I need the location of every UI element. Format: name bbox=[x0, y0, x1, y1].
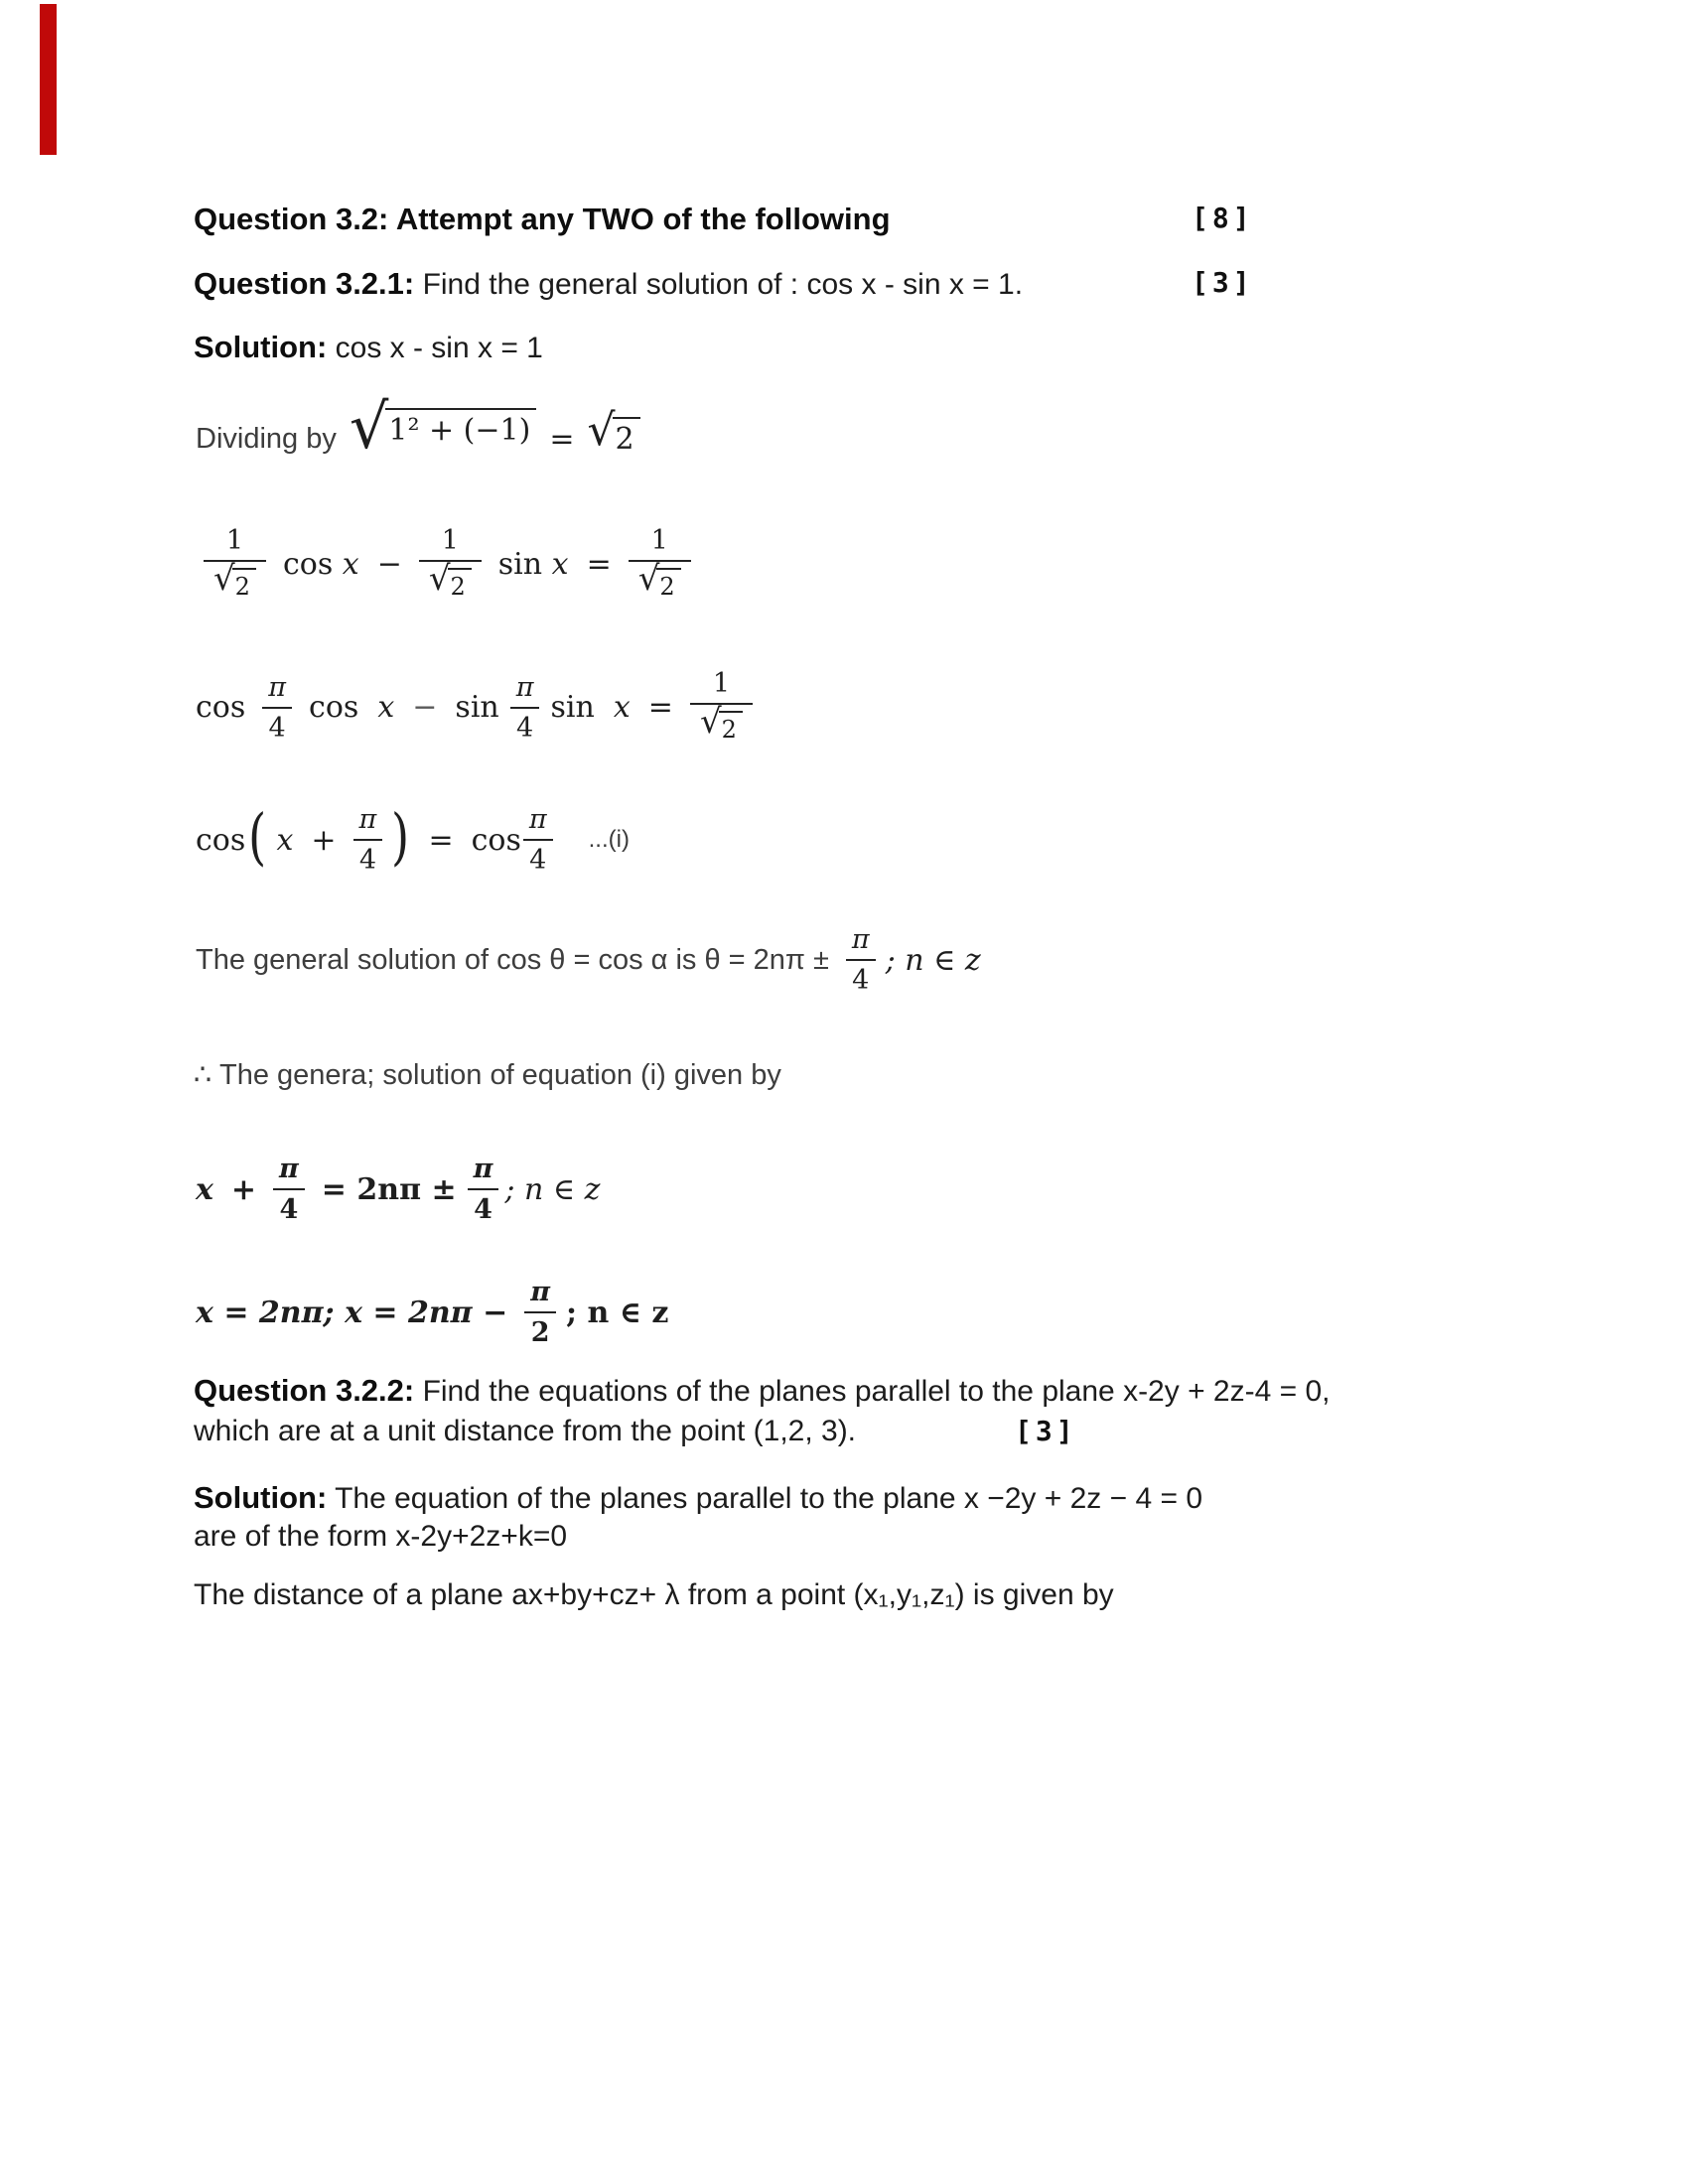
fraction-one-over-root2 bbox=[629, 524, 691, 602]
numerator: 1 bbox=[712, 668, 730, 699]
sin-term bbox=[498, 547, 569, 582]
numerator: 1 bbox=[650, 524, 668, 556]
radicand: 1² + (−1) bbox=[385, 408, 536, 449]
question-3-2-text: Attempt any TWO of the following bbox=[388, 202, 891, 236]
cos-fn: cos bbox=[196, 822, 246, 858]
variable-x: x bbox=[276, 822, 294, 858]
radical-sign-icon: √ bbox=[428, 558, 451, 599]
fraction-pi-over-2 bbox=[524, 1279, 556, 1346]
numerator-pi: π bbox=[530, 1277, 550, 1307]
cos-term bbox=[283, 547, 359, 582]
cos-fn: cos bbox=[309, 690, 359, 725]
denominator-4: 4 bbox=[353, 839, 383, 874]
numerator-pi: π bbox=[473, 1154, 493, 1184]
fraction-pi-over-4 bbox=[510, 671, 540, 744]
solution-label: Solution: bbox=[194, 1480, 328, 1515]
denominator bbox=[419, 560, 482, 602]
equals-sign: = bbox=[586, 546, 612, 582]
n-in-z-suffix: ; n ∈ z bbox=[504, 1171, 601, 1207]
equation-five bbox=[196, 1271, 677, 1354]
sin-fn: sin bbox=[455, 690, 499, 725]
fraction-one-over-root2 bbox=[690, 670, 753, 745]
radical-root-two bbox=[587, 405, 639, 461]
general-solution-line bbox=[196, 923, 990, 997]
radicand-two: 2 bbox=[448, 568, 472, 602]
equals-sign: = bbox=[428, 822, 454, 858]
denominator bbox=[629, 560, 691, 602]
fraction-pi-over-4 bbox=[353, 806, 383, 874]
variable-x: x bbox=[342, 546, 359, 582]
sin-term bbox=[550, 690, 630, 725]
fraction-pi-over-4 bbox=[523, 806, 553, 874]
denominator bbox=[204, 560, 266, 602]
plus-sign: + bbox=[311, 822, 337, 858]
numerator: 1 bbox=[225, 524, 244, 556]
numerator-pi: π bbox=[268, 671, 287, 703]
denominator-4: 4 bbox=[523, 839, 553, 874]
equation-three: cos ( x + $\frac{\pi}{4}$ ) = cos $\frac{\pi}{4}$ ...(i) bbox=[196, 800, 630, 876]
question-3-2-label: Question 3.2: bbox=[194, 202, 389, 236]
x-equals-2npi-lead: x = 2nπ; x = 2nπ − bbox=[196, 1295, 508, 1330]
variable-x: x bbox=[377, 690, 395, 725]
distance-formula-intro: The distance of a plane ax+by+cz+ λ from a point (x₁,y₁,z₁) is given by bbox=[194, 1578, 1114, 1611]
solution-3-2-2 bbox=[194, 1479, 1529, 1556]
equation-four bbox=[196, 1148, 609, 1231]
radical-sign-icon: √ bbox=[699, 702, 722, 742]
plus-sign: + bbox=[230, 1171, 257, 1207]
denominator-4: 4 bbox=[510, 707, 540, 742]
fraction-pi-over-4 bbox=[468, 1156, 499, 1223]
denominator-4: 4 bbox=[262, 707, 292, 742]
radical-sign-icon: √ bbox=[587, 405, 616, 456]
numerator-pi: π bbox=[279, 1154, 299, 1184]
cos-fn: cos bbox=[196, 690, 246, 725]
minus-sign: − bbox=[376, 546, 402, 582]
numerator-pi: π bbox=[515, 671, 534, 703]
radicand-two: 2 bbox=[656, 568, 680, 602]
question-3-2-2-line2: which are at a unit distance from the point (1,2, 3). bbox=[194, 1415, 857, 1447]
equation-reference-i: ...(i) bbox=[588, 826, 630, 853]
n-in-z-suffix: ; n ∈ z bbox=[565, 1295, 669, 1330]
root2 bbox=[699, 702, 743, 745]
sin-fn: sin bbox=[550, 690, 595, 725]
n-in-z-suffix: ; n ∈ z bbox=[885, 942, 981, 978]
marks-3-badge: [3] bbox=[1015, 1415, 1077, 1447]
solution-intro-text: cos x - sin x = 1 bbox=[327, 332, 543, 364]
dividing-by-text: Dividing by bbox=[196, 422, 337, 455]
equation-dividing-by bbox=[196, 390, 644, 480]
general-solution-text: The general solution of cos θ = cos α is θ = 2nπ ± bbox=[196, 943, 829, 976]
numerator: 1 bbox=[441, 524, 459, 556]
question-3-2-2-label: Question 3.2.2: bbox=[194, 1373, 415, 1408]
cos-fn: cos bbox=[282, 546, 334, 582]
question-3-2-1-label: Question 3.2.1: bbox=[194, 266, 415, 301]
radical-sign-icon: √ bbox=[637, 558, 660, 599]
fraction-pi-over-4 bbox=[262, 671, 292, 744]
equation-two bbox=[196, 660, 761, 754]
radicand-two: 2 bbox=[719, 711, 743, 745]
numerator-pi: π bbox=[358, 804, 377, 835]
denominator-2: 2 bbox=[524, 1311, 556, 1346]
denominator-4: 4 bbox=[468, 1188, 499, 1223]
numerator-pi: π bbox=[528, 804, 547, 835]
question-3-2-heading bbox=[194, 202, 1254, 237]
variable-x: x bbox=[196, 1171, 213, 1207]
equation-one bbox=[196, 514, 699, 614]
equals-2npi-pm: = 2nπ ± bbox=[321, 1171, 457, 1207]
denominator-4: 4 bbox=[273, 1188, 305, 1223]
root2 bbox=[213, 558, 256, 602]
sin-fn: sin bbox=[497, 546, 543, 582]
cos-fn: cos bbox=[471, 822, 521, 858]
question-3-2-1-text: Find the general solution of : cos x - sin x = 1. bbox=[414, 268, 1024, 301]
numerator-pi: π bbox=[851, 924, 870, 955]
fraction-one-over-root2 bbox=[204, 524, 266, 602]
question-3-2-2-heading bbox=[194, 1371, 1529, 1451]
radical-sign-icon: √ bbox=[349, 390, 389, 463]
denominator-4: 4 bbox=[846, 959, 876, 994]
fraction-pi-over-4 bbox=[273, 1156, 305, 1223]
variable-x: x bbox=[613, 690, 631, 725]
radicand-two: 2 bbox=[613, 417, 640, 458]
red-bookmark-marker bbox=[40, 4, 57, 155]
equals-sign: = bbox=[647, 690, 673, 725]
fraction-one-over-root2 bbox=[419, 524, 482, 602]
therefore-line: ∴ The genera; solution of equation (i) given by bbox=[194, 1059, 781, 1091]
marks-8-badge: [8] bbox=[1192, 202, 1254, 234]
radicand-two: 2 bbox=[232, 568, 256, 602]
solution-3-2-2-line1: The equation of the planes parallel to the plane x −2y + 2z − 4 = 0 bbox=[327, 1482, 1203, 1515]
marks-3-badge: [3] bbox=[1192, 266, 1254, 299]
equals-sign: = bbox=[549, 421, 575, 457]
cos-term bbox=[309, 690, 394, 725]
radical-sign-icon: √ bbox=[213, 558, 235, 599]
solution-3-2-2-line2: are of the form x-2y+2z+k=0 bbox=[194, 1520, 568, 1553]
solution-3-2-1-intro bbox=[194, 330, 543, 365]
question-3-2-2-line1: Find the equations of the planes parallel to the plane x-2y + 2z-4 = 0, bbox=[414, 1375, 1331, 1408]
root2 bbox=[637, 558, 681, 602]
radical-expression bbox=[349, 390, 536, 470]
fraction-pi-over-4 bbox=[846, 926, 876, 994]
solution-label: Solution: bbox=[194, 330, 328, 364]
root2 bbox=[428, 558, 472, 602]
minus-sign: − bbox=[412, 690, 438, 725]
question-3-2-1-heading bbox=[194, 266, 1254, 302]
variable-x: x bbox=[551, 546, 569, 582]
denominator bbox=[690, 703, 753, 745]
